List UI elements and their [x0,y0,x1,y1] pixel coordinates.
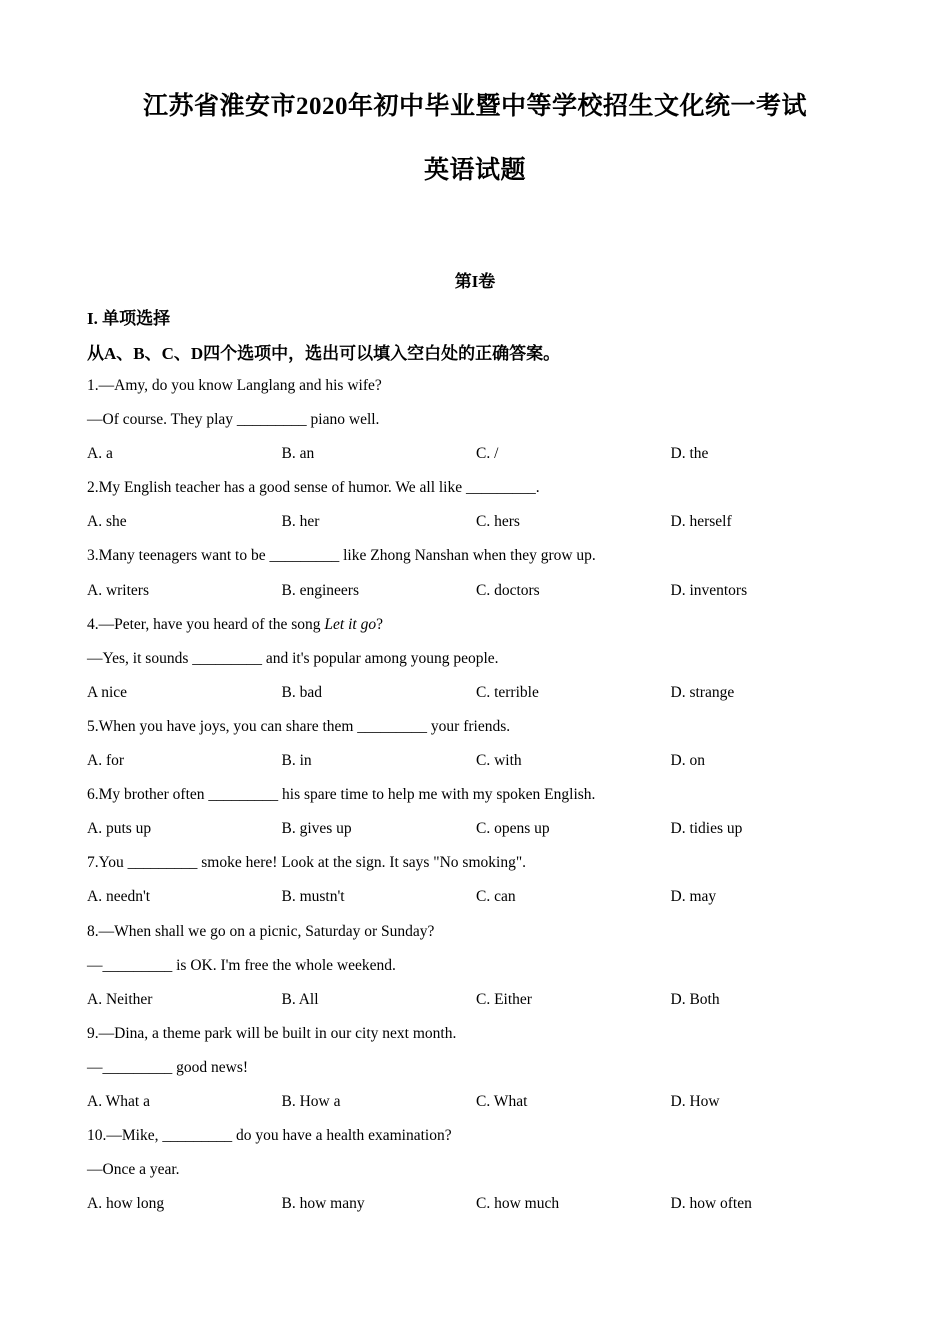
answer-option: B. in [281,752,312,770]
answer-options [87,510,867,544]
question-stem: 1.—Amy, do you know Langlang and his wife? [87,377,382,394]
answer-option: B. How a [281,1092,341,1110]
answer-option: A nice [87,683,128,701]
answer-option: A. writers [87,581,149,599]
answer-option: B. All [281,990,319,1008]
answer-option: C. terrible [476,683,539,701]
question-list [87,374,867,1226]
question-item [87,1124,867,1226]
answer-option: D. herself [670,513,732,531]
answer-option: C. can [476,888,516,906]
answer-option: D. inventors [670,581,748,599]
answer-options [87,988,867,1022]
question-stem: 4.—Peter, have you heard of the song Let it go? [87,615,383,633]
answer-option: D. how often [670,1195,752,1213]
question-stem: 10.—Mike, _________ do you have a health examination? [87,1127,452,1145]
exam-title: 江苏省淮安市2020年初中毕业暨中等学校招生文化统一考试 [142,93,807,120]
answer-options [87,817,867,851]
question-stem: 2.My English teacher has a good sense of humor. We all like _________. [87,479,540,497]
answer-option: B. bad [281,683,322,701]
question-item [87,851,867,919]
answer-option: A. puts up [87,820,152,838]
answer-option: B. how many [281,1195,365,1213]
answer-option: C. / [476,445,499,463]
answer-options [87,1192,867,1226]
answer-options [87,749,867,783]
question-item [87,374,867,476]
answer-option: A. What a [87,1092,150,1110]
answer-option: B. engineers [281,581,359,599]
answer-option: C. hers [476,513,520,531]
answer-option: D. tidies up [670,820,743,838]
question-dialogue-line: —Yes, it sounds _________ and it's popular among young people. [87,649,499,667]
answer-option: C. with [476,752,522,770]
answer-option: D. How [670,1092,720,1110]
answer-options [87,885,867,919]
question-dialogue-line: —Of course. They play _________ piano well. [87,411,380,429]
answer-option: C. doctors [476,581,540,599]
answer-option: A. Neither [87,990,153,1008]
instruction: 从A、B、C、D四个选项中，选出可以填入空白处的正确答案。 [87,344,561,363]
question-stem: 3.Many teenagers want to be _________ like Zhong Nanshan when they grow up. [87,547,596,565]
song-title: Let it go [324,615,377,633]
part-heading: I. 单项选择 [87,309,171,328]
question-dialogue-line: —_________ is OK. I'm free the whole weekend. [87,956,396,974]
question-item [87,1022,867,1124]
question-item [87,715,867,783]
answer-option: D. strange [670,683,735,701]
section-heading: 第I卷 [454,272,496,291]
answer-option: A. she [87,513,127,531]
question-stem: 8.—When shall we go on a picnic, Saturday or Sunday? [87,922,435,940]
question-stem: 6.My brother often _________ his spare time to help me with my spoken English. [87,786,596,804]
question-dialogue-line: —Once a year. [87,1161,180,1179]
question-item [87,544,867,612]
answer-option: B. gives up [281,820,352,838]
answer-option: A. how long [87,1195,165,1213]
answer-options [87,579,867,613]
answer-option: D. Both [670,990,720,1008]
answer-options [87,442,867,476]
exam-subtitle: 英语试题 [423,157,526,184]
question-item [87,920,867,1022]
question-stem: 5.When you have joys, you can share them _________ your friends. [87,717,511,735]
question-dialogue-line: —_________ good news! [87,1058,249,1076]
answer-option: A. a [87,445,113,463]
answer-options [87,1090,867,1124]
answer-option: D. the [670,445,709,463]
answer-options [87,681,867,715]
answer-option: C. What [476,1092,528,1110]
answer-option: B. mustn't [281,888,345,906]
question-item [87,476,867,544]
answer-option: A. needn't [87,888,151,906]
answer-option: B. an [281,445,315,463]
answer-option: C. opens up [476,820,550,838]
question-item [87,613,867,715]
answer-option: A. for [87,752,125,770]
answer-option: C. Either [476,990,532,1008]
answer-option: D. may [670,888,717,906]
answer-option: B. her [281,513,320,531]
answer-option: C. how much [476,1195,560,1213]
question-stem: 7.You _________ smoke here! Look at the sign. It says "No smoking". [87,854,527,872]
question-stem: 9.—Dina, a theme park will be built in our city next month. [87,1024,457,1042]
answer-option: D. on [670,752,705,770]
question-item [87,783,867,851]
